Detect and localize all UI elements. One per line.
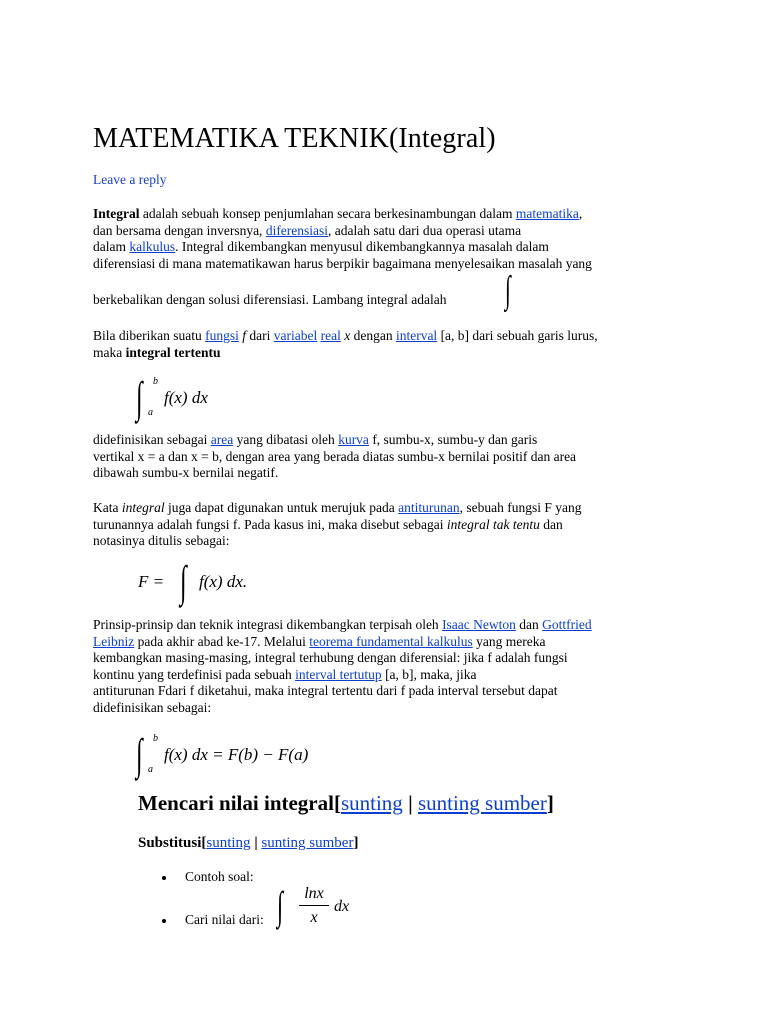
text: dan bbox=[515, 617, 543, 632]
text: f, sumbu-x, sumbu-y dan garis bbox=[368, 432, 538, 447]
text: . Integral dikembangkan menyusul dikembangkannya masalah dalam bbox=[175, 239, 549, 254]
subsection-heading bbox=[138, 833, 358, 853]
section-edit-link[interactable]: sunting bbox=[340, 791, 403, 815]
term-integral: Integral bbox=[93, 206, 140, 221]
integrand: f(x) dx = F(b) − F(a) bbox=[164, 745, 309, 764]
separator: | bbox=[402, 791, 418, 815]
list-item: Contoh soal: bbox=[185, 869, 254, 884]
link-isaac-newton[interactable]: Isaac Newton bbox=[442, 617, 516, 632]
p4-line1 bbox=[93, 500, 693, 517]
text: , bbox=[578, 206, 583, 221]
text: didefinisikan sebagai bbox=[93, 432, 211, 447]
link-fungsi[interactable]: fungsi bbox=[205, 328, 239, 343]
text: Bila diberikan suatu bbox=[93, 328, 206, 343]
subsection-edit-source-link[interactable]: sunting sumber bbox=[261, 835, 354, 851]
text: turunannya adalah fungsi f. Pada kasus ini, maka disebut sebagai bbox=[93, 516, 447, 532]
paragraph-history bbox=[93, 617, 693, 716]
integral-sign: ∫ bbox=[180, 557, 187, 606]
text: adalah sebuah konsep penjumlahan secara berkesinambungan dalam bbox=[139, 206, 516, 221]
link-real[interactable]: real bbox=[320, 328, 341, 343]
lower-limit: a bbox=[148, 764, 153, 775]
fraction-numerator: lnx bbox=[304, 885, 324, 902]
link-antiturunan[interactable]: antiturunan bbox=[398, 500, 460, 515]
text: kontinu yang terdefinisi pada sebuah bbox=[93, 666, 296, 682]
link-diferensiasi[interactable]: diferensiasi bbox=[265, 222, 329, 238]
link-gottfried[interactable]: Gottfried bbox=[542, 617, 592, 632]
integrand: f(x) dx bbox=[164, 388, 208, 407]
link-teorema-fundamental[interactable]: teorema fundamental kalkulus bbox=[309, 633, 473, 649]
term-definite-integral: integral tertentu bbox=[125, 344, 221, 360]
text: juga dapat digunakan untuk merujuk pada bbox=[164, 500, 399, 515]
paragraph-area bbox=[93, 432, 693, 482]
p1-line3 bbox=[93, 239, 693, 256]
paragraph-antiderivative bbox=[93, 500, 693, 550]
bullet-icon bbox=[162, 919, 166, 923]
separator: | bbox=[250, 835, 262, 851]
p3-line1 bbox=[93, 432, 693, 449]
fraction-denominator: x bbox=[310, 909, 318, 926]
text: [a, b], maka, jika bbox=[381, 666, 477, 682]
subsection-title: Substitusi bbox=[138, 835, 202, 851]
text: berkebalikan dengan solusi diferensiasi. Lambang integral adalah bbox=[93, 292, 447, 307]
fraction-bar bbox=[299, 905, 329, 906]
italic-indefinite: integral tak tentu bbox=[446, 516, 540, 532]
integral-sign: ∫ bbox=[136, 373, 143, 422]
p1-line1 bbox=[93, 206, 693, 223]
section-edit-source-link[interactable]: sunting sumber bbox=[417, 791, 547, 815]
link-interval-tertutup[interactable]: interval tertutup bbox=[295, 666, 382, 682]
subsection-edit-link[interactable]: sunting bbox=[206, 835, 251, 851]
text: , sebuah fungsi F yang bbox=[459, 500, 582, 515]
integral-sign: ∫ bbox=[136, 730, 143, 779]
text: [a, b] dari sebuah garis lurus, bbox=[437, 328, 598, 343]
p5-line4 bbox=[93, 667, 693, 684]
link-matematika[interactable]: matematika bbox=[515, 206, 579, 221]
link-leibniz[interactable]: Leibniz bbox=[93, 633, 135, 649]
p5-line6: didefinisikan sebagai: bbox=[93, 699, 212, 715]
integral-symbol: ∫ bbox=[505, 269, 511, 311]
text: , adalah satu dari dua operasi utama bbox=[328, 222, 522, 238]
text: dalam bbox=[93, 239, 130, 254]
bracket: ] bbox=[353, 835, 359, 851]
p2-line2 bbox=[93, 345, 693, 362]
text: yang mereka bbox=[472, 633, 546, 649]
lower-limit: a bbox=[148, 407, 153, 418]
var-x: x bbox=[340, 328, 351, 343]
upper-limit: b bbox=[153, 376, 158, 387]
link-kurva[interactable]: kurva bbox=[338, 432, 369, 447]
bracket: [ bbox=[201, 835, 207, 851]
p1-line5 bbox=[93, 292, 693, 309]
text: dengan bbox=[350, 328, 396, 343]
link-interval[interactable]: interval bbox=[395, 328, 438, 343]
text: dan bersama dengan inversnya, bbox=[93, 222, 266, 238]
link-area[interactable]: area bbox=[210, 432, 234, 447]
text: Kata bbox=[93, 500, 122, 515]
p5-line3: kembangkan masing-masing, integral terhubung dengan diferensial: jika f adalah fungsi bbox=[93, 650, 568, 665]
p3-line3: dibawah sumbu-x bernilai negatif. bbox=[93, 465, 279, 480]
integral-sign: ∫ bbox=[277, 883, 284, 928]
p5-line2 bbox=[93, 634, 693, 651]
paragraph-definition bbox=[93, 206, 693, 272]
paragraph-definite bbox=[93, 328, 693, 361]
integrand: f(x) dx. bbox=[199, 572, 248, 591]
link-variabel[interactable]: variabel bbox=[273, 328, 318, 343]
text: pada akhir abad ke-17. Melalui bbox=[134, 633, 310, 649]
p4-line2 bbox=[93, 517, 693, 534]
link-kalkulus[interactable]: kalkulus bbox=[129, 239, 176, 254]
text: dari bbox=[246, 328, 274, 343]
differential: dx bbox=[334, 898, 350, 915]
p1-line2 bbox=[93, 223, 693, 240]
text: maka bbox=[93, 344, 126, 360]
upper-limit: b bbox=[153, 733, 158, 744]
reply-row bbox=[93, 172, 693, 189]
p4-line3: notasinya ditulis sebagai: bbox=[93, 533, 230, 548]
list-item: Cari nilai dari: bbox=[185, 912, 264, 927]
lhs: F = bbox=[138, 572, 165, 591]
bracket: ] bbox=[546, 791, 554, 815]
p5-line5: antiturunan Fdari f diketahui, maka integral tertentu dari f pada interval tersebut dapat bbox=[93, 683, 558, 698]
bracket: [ bbox=[333, 791, 341, 815]
p2-line1 bbox=[93, 328, 693, 345]
var-f: f bbox=[238, 328, 246, 343]
page-title: MATEMATIKA TEKNIK(Integral) bbox=[93, 123, 496, 154]
leave-reply-link[interactable]: Leave a reply bbox=[93, 172, 167, 187]
bullet-icon bbox=[162, 876, 166, 880]
section-heading bbox=[138, 789, 554, 817]
italic-integral: integral bbox=[121, 500, 165, 515]
p1-line4: diferensiasi di mana matematikawan harus berpikir bagaimana menyelesaikan masalah yang bbox=[93, 255, 592, 271]
text: Prinsip-prinsip dan teknik integrasi dikembangkan terpisah oleh bbox=[93, 617, 443, 632]
section-title: Mencari nilai integral bbox=[138, 791, 334, 815]
p5-line1 bbox=[93, 617, 693, 634]
text: yang dibatasi oleh bbox=[233, 432, 339, 447]
text: dan bbox=[539, 516, 563, 532]
p3-line2: vertikal x = a dan x = b, dengan area yang berada diatas sumbu-x bernilai positif dan area bbox=[93, 448, 577, 464]
